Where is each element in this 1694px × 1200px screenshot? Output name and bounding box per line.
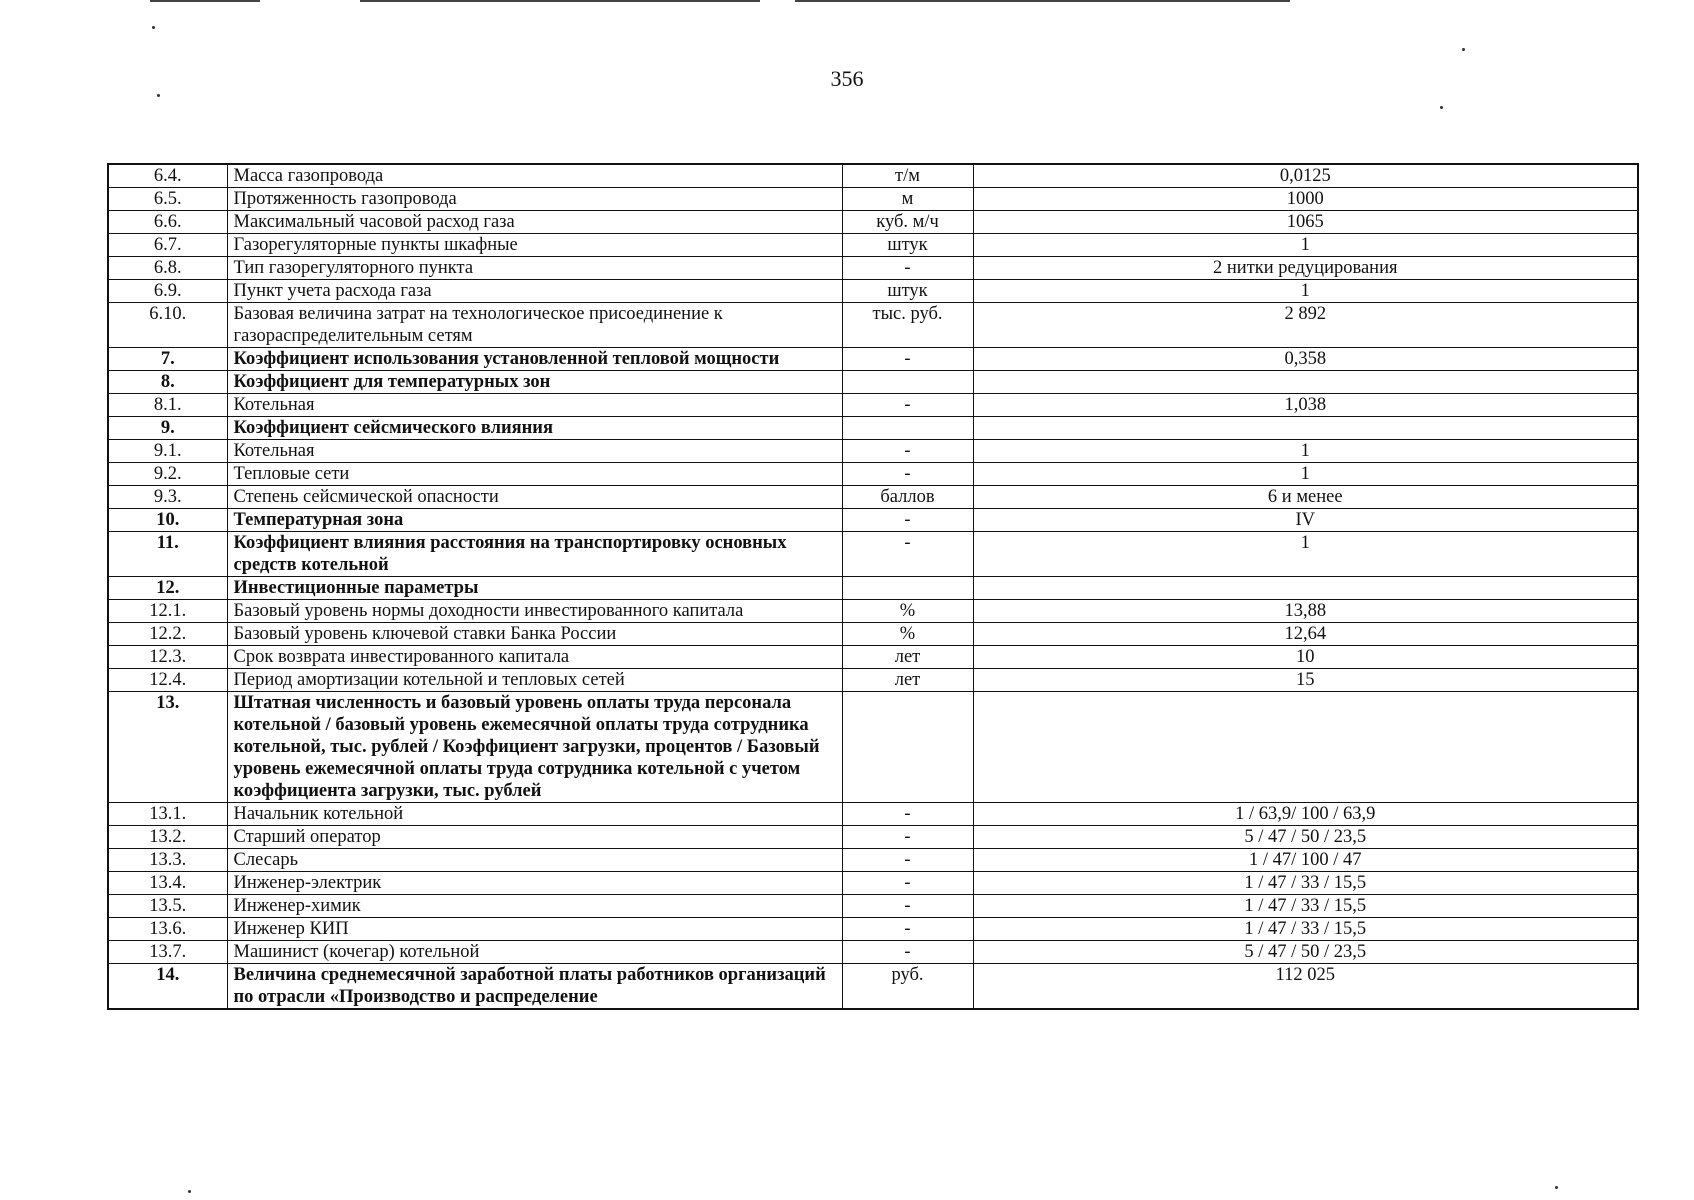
parameter-name-cell: Максимальный часовой расход газа bbox=[227, 211, 842, 234]
row-number-cell: 13.5. bbox=[108, 895, 227, 918]
unit-cell: - bbox=[842, 849, 973, 872]
unit-cell: - bbox=[842, 257, 973, 280]
unit-cell: куб. м/ч bbox=[842, 211, 973, 234]
unit-cell bbox=[842, 577, 973, 600]
parameter-name-cell: Газорегуляторные пункты шкафные bbox=[227, 234, 842, 257]
row-number-cell: 13.2. bbox=[108, 826, 227, 849]
value-cell: 2 нитки редуцирования bbox=[973, 257, 1638, 280]
unit-cell: % bbox=[842, 623, 973, 646]
row-number-cell: 9.1. bbox=[108, 440, 227, 463]
value-cell: 1 bbox=[973, 234, 1638, 257]
table-row bbox=[108, 918, 1638, 941]
parameter-name-cell: Срок возврата инвестированного капитала bbox=[227, 646, 842, 669]
value-cell: IV bbox=[973, 509, 1638, 532]
value-cell: 12,64 bbox=[973, 623, 1638, 646]
scan-speck bbox=[157, 94, 160, 97]
table-row bbox=[108, 669, 1638, 692]
unit-cell: руб. bbox=[842, 964, 973, 1010]
unit-cell: - bbox=[842, 348, 973, 371]
value-cell: 1 / 47 / 33 / 15,5 bbox=[973, 872, 1638, 895]
table-row bbox=[108, 303, 1638, 348]
unit-cell: тыс. руб. bbox=[842, 303, 973, 348]
unit-cell: т/м bbox=[842, 164, 973, 188]
value-cell: 1 bbox=[973, 463, 1638, 486]
unit-cell: - bbox=[842, 918, 973, 941]
unit-cell: лет bbox=[842, 646, 973, 669]
value-cell: 15 bbox=[973, 669, 1638, 692]
value-cell: 0,358 bbox=[973, 348, 1638, 371]
parameter-name-cell: Начальник котельной bbox=[227, 803, 842, 826]
parameter-name-cell: Коэффициент для температурных зон bbox=[227, 371, 842, 394]
parameter-name-cell: Базовый уровень ключевой ставки Банка России bbox=[227, 623, 842, 646]
table-row bbox=[108, 532, 1638, 577]
scan-speck bbox=[1555, 1186, 1558, 1189]
parameter-name-cell: Старший оператор bbox=[227, 826, 842, 849]
row-number-cell: 13.7. bbox=[108, 941, 227, 964]
row-number-cell: 12.4. bbox=[108, 669, 227, 692]
unit-cell bbox=[842, 371, 973, 394]
value-cell bbox=[973, 417, 1638, 440]
row-number-cell: 9.3. bbox=[108, 486, 227, 509]
table-row bbox=[108, 509, 1638, 532]
table-row bbox=[108, 417, 1638, 440]
row-number-cell: 9.2. bbox=[108, 463, 227, 486]
value-cell: 5 / 47 / 50 / 23,5 bbox=[973, 941, 1638, 964]
table-row bbox=[108, 600, 1638, 623]
parameters-table bbox=[107, 163, 1639, 1010]
row-number-cell: 13.1. bbox=[108, 803, 227, 826]
row-number-cell: 14. bbox=[108, 964, 227, 1010]
parameter-name-cell: Протяженность газопровода bbox=[227, 188, 842, 211]
value-cell: 6 и менее bbox=[973, 486, 1638, 509]
parameter-name-cell: Инженер-электрик bbox=[227, 872, 842, 895]
table-row bbox=[108, 941, 1638, 964]
scan-speck bbox=[1462, 48, 1465, 51]
row-number-cell: 11. bbox=[108, 532, 227, 577]
unit-cell: лет bbox=[842, 669, 973, 692]
scan-speck bbox=[1440, 106, 1443, 109]
table-row bbox=[108, 577, 1638, 600]
scan-edge-line bbox=[360, 0, 760, 2]
parameter-name-cell: Величина среднемесячной заработной платы работников организаций по отрасли «Производство и распределение bbox=[227, 964, 842, 1010]
value-cell: 1 bbox=[973, 440, 1638, 463]
unit-cell: м bbox=[842, 188, 973, 211]
parameter-name-cell: Период амортизации котельной и тепловых сетей bbox=[227, 669, 842, 692]
row-number-cell: 9. bbox=[108, 417, 227, 440]
row-number-cell: 13. bbox=[108, 692, 227, 803]
value-cell bbox=[973, 577, 1638, 600]
row-number-cell: 6.7. bbox=[108, 234, 227, 257]
scan-speck bbox=[152, 26, 155, 29]
unit-cell: - bbox=[842, 872, 973, 895]
row-number-cell: 12.3. bbox=[108, 646, 227, 669]
row-number-cell: 13.4. bbox=[108, 872, 227, 895]
row-number-cell: 8. bbox=[108, 371, 227, 394]
unit-cell: - bbox=[842, 895, 973, 918]
parameter-name-cell: Котельная bbox=[227, 394, 842, 417]
unit-cell: - bbox=[842, 509, 973, 532]
scan-edge-line bbox=[150, 0, 260, 2]
parameter-name-cell: Температурная зона bbox=[227, 509, 842, 532]
parameter-name-cell: Слесарь bbox=[227, 849, 842, 872]
value-cell bbox=[973, 371, 1638, 394]
table-row bbox=[108, 486, 1638, 509]
parameter-name-cell: Базовый уровень нормы доходности инвестированного капитала bbox=[227, 600, 842, 623]
table-row bbox=[108, 826, 1638, 849]
table-row bbox=[108, 623, 1638, 646]
parameter-name-cell: Степень сейсмической опасности bbox=[227, 486, 842, 509]
unit-cell: - bbox=[842, 463, 973, 486]
parameter-name-cell: Коэффициент использования установленной тепловой мощности bbox=[227, 348, 842, 371]
parameter-name-cell: Масса газопровода bbox=[227, 164, 842, 188]
parameter-name-cell: Инженер КИП bbox=[227, 918, 842, 941]
table-row bbox=[108, 463, 1638, 486]
unit-cell: % bbox=[842, 600, 973, 623]
table-row bbox=[108, 895, 1638, 918]
parameter-name-cell: Штатная численность и базовый уровень оплаты труда персонала котельной / базовый уровень ежемесячной оплаты труда сотрудника котельной, тыс. рублей / Коэффициент загрузки, процентов / Базовый уровень ежемесячной оплаты труда сотрудника котельной с учетом коэффициента загрузки, тыс. рублей bbox=[227, 692, 842, 803]
row-number-cell: 12.1. bbox=[108, 600, 227, 623]
unit-cell: баллов bbox=[842, 486, 973, 509]
row-number-cell: 6.9. bbox=[108, 280, 227, 303]
value-cell: 1 bbox=[973, 280, 1638, 303]
parameter-name-cell: Котельная bbox=[227, 440, 842, 463]
value-cell: 10 bbox=[973, 646, 1638, 669]
table-row bbox=[108, 440, 1638, 463]
scan-speck bbox=[188, 1190, 191, 1193]
value-cell: 13,88 bbox=[973, 600, 1638, 623]
value-cell: 1 / 47 / 33 / 15,5 bbox=[973, 895, 1638, 918]
page-number: 356 bbox=[830, 66, 864, 91]
parameter-name-cell: Машинист (кочегар) котельной bbox=[227, 941, 842, 964]
table-row bbox=[108, 280, 1638, 303]
unit-cell: - bbox=[842, 803, 973, 826]
table-row bbox=[108, 803, 1638, 826]
value-cell: 1,038 bbox=[973, 394, 1638, 417]
value-cell: 5 / 47 / 50 / 23,5 bbox=[973, 826, 1638, 849]
table-row bbox=[108, 164, 1638, 188]
table-row bbox=[108, 872, 1638, 895]
table-row bbox=[108, 371, 1638, 394]
parameter-name-cell: Коэффициент влияния расстояния на транспортировку основных средств котельной bbox=[227, 532, 842, 577]
table-row bbox=[108, 257, 1638, 280]
table-row bbox=[108, 849, 1638, 872]
table-row bbox=[108, 964, 1638, 1010]
table-row bbox=[108, 188, 1638, 211]
parameter-name-cell: Тип газорегуляторного пункта bbox=[227, 257, 842, 280]
table-row bbox=[108, 348, 1638, 371]
row-number-cell: 6.10. bbox=[108, 303, 227, 348]
parameter-name-cell: Инвестиционные параметры bbox=[227, 577, 842, 600]
row-number-cell: 6.8. bbox=[108, 257, 227, 280]
value-cell: 1 bbox=[973, 532, 1638, 577]
row-number-cell: 13.3. bbox=[108, 849, 227, 872]
row-number-cell: 6.5. bbox=[108, 188, 227, 211]
unit-cell bbox=[842, 692, 973, 803]
value-cell bbox=[973, 692, 1638, 803]
value-cell: 1065 bbox=[973, 211, 1638, 234]
table-row bbox=[108, 211, 1638, 234]
row-number-cell: 6.6. bbox=[108, 211, 227, 234]
unit-cell: штук bbox=[842, 280, 973, 303]
unit-cell bbox=[842, 417, 973, 440]
table-row bbox=[108, 234, 1638, 257]
table-row bbox=[108, 692, 1638, 803]
value-cell: 1 / 63,9/ 100 / 63,9 bbox=[973, 803, 1638, 826]
unit-cell: - bbox=[842, 826, 973, 849]
unit-cell: - bbox=[842, 394, 973, 417]
value-cell: 2 892 bbox=[973, 303, 1638, 348]
unit-cell: штук bbox=[842, 234, 973, 257]
unit-cell: - bbox=[842, 532, 973, 577]
row-number-cell: 12. bbox=[108, 577, 227, 600]
scan-edge-line bbox=[795, 0, 1290, 2]
value-cell: 0,0125 bbox=[973, 164, 1638, 188]
row-number-cell: 8.1. bbox=[108, 394, 227, 417]
row-number-cell: 13.6. bbox=[108, 918, 227, 941]
row-number-cell: 12.2. bbox=[108, 623, 227, 646]
parameter-name-cell: Пункт учета расхода газа bbox=[227, 280, 842, 303]
row-number-cell: 10. bbox=[108, 509, 227, 532]
value-cell: 1000 bbox=[973, 188, 1638, 211]
table-row bbox=[108, 394, 1638, 417]
value-cell: 1 / 47 / 33 / 15,5 bbox=[973, 918, 1638, 941]
row-number-cell: 7. bbox=[108, 348, 227, 371]
table-row bbox=[108, 646, 1638, 669]
unit-cell: - bbox=[842, 440, 973, 463]
row-number-cell: 6.4. bbox=[108, 164, 227, 188]
parameter-name-cell: Коэффициент сейсмического влияния bbox=[227, 417, 842, 440]
unit-cell: - bbox=[842, 941, 973, 964]
parameter-name-cell: Базовая величина затрат на технологическое присоединение к газораспределительным сетям bbox=[227, 303, 842, 348]
value-cell: 112 025 bbox=[973, 964, 1638, 1010]
parameter-name-cell: Инженер-химик bbox=[227, 895, 842, 918]
parameter-name-cell: Тепловые сети bbox=[227, 463, 842, 486]
value-cell: 1 / 47/ 100 / 47 bbox=[973, 849, 1638, 872]
